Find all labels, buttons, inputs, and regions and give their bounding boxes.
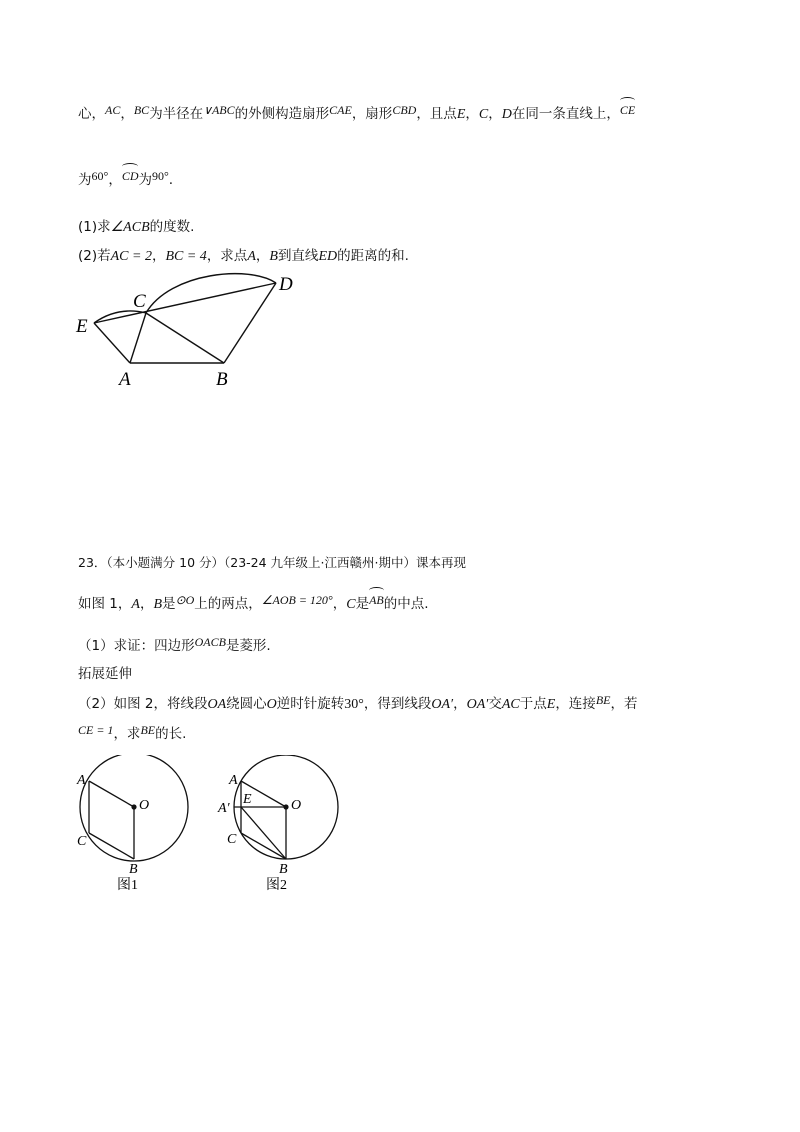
label-o: O — [291, 798, 302, 813]
p22-question2: (2)若AC = 2，BC = 4，求点A，B到直线ED的距离的和. — [78, 248, 409, 264]
p23-figure2 — [210, 755, 350, 895]
p22-figure — [70, 268, 310, 393]
p22-line2: 为60°， CD为90°. — [78, 168, 173, 188]
p23-line1: 如图 1，A，B是⊙O上的两点，∠AOB = 120°，C是 AB的中点. — [78, 592, 429, 613]
label-e: E — [243, 792, 252, 807]
label-a: A — [77, 773, 86, 788]
p23-header: 23．（本小题满分 10 分）（23-24 九年级上·江西赣州·期中）课本再现 — [78, 555, 467, 570]
p23-figure1 — [70, 755, 200, 895]
label-b: B — [129, 862, 138, 877]
center-dot — [283, 804, 288, 809]
label-a: A — [229, 773, 238, 788]
caption-fig2: 图2 — [266, 878, 287, 893]
arc-cd: CD — [122, 169, 139, 184]
p23-question1: （1）求证：四边形OACB是菱形. — [78, 635, 271, 654]
label-a-prime: A′ — [218, 801, 230, 816]
p23-question2: （2）如图 2，将线段OA绕圆心O逆时针旋转30°，得到线段OA′，OA′交AC于点E，连接BE，若 — [78, 693, 638, 712]
segment-cb — [241, 833, 286, 859]
segment-bd — [224, 283, 276, 363]
label-o: O — [139, 798, 150, 813]
label-e: E — [76, 316, 88, 337]
label-a: A — [119, 369, 131, 390]
segment-cb — [146, 313, 224, 363]
p22-line1: 心，AC，BC为半径在∨ABC的外侧构造扇形CAE，扇形CBD，且点E，C，D在同一条直线上， CE — [78, 102, 635, 123]
segment-ca — [130, 313, 146, 363]
segment-eb — [241, 807, 286, 859]
label-c: C — [77, 834, 87, 849]
label-c: C — [133, 291, 146, 312]
label-b: B — [279, 862, 288, 877]
center-dot — [131, 804, 136, 809]
segment-ed — [94, 283, 276, 323]
label-d: D — [279, 274, 293, 295]
arc-ab: AB — [369, 593, 384, 608]
label-c: C — [227, 832, 237, 847]
segment-ea — [94, 323, 130, 363]
p22-question1: (1)求∠ACB的度数. — [78, 219, 195, 235]
label-b: B — [216, 369, 228, 390]
p23-extension-heading: 拓展延伸 — [78, 666, 132, 682]
caption-fig1: 图1 — [117, 878, 138, 893]
segment-ao — [89, 781, 134, 807]
arc-ce: CE — [620, 103, 635, 118]
p23-question2-cont: CE = 1，求BE的长. — [78, 723, 187, 742]
